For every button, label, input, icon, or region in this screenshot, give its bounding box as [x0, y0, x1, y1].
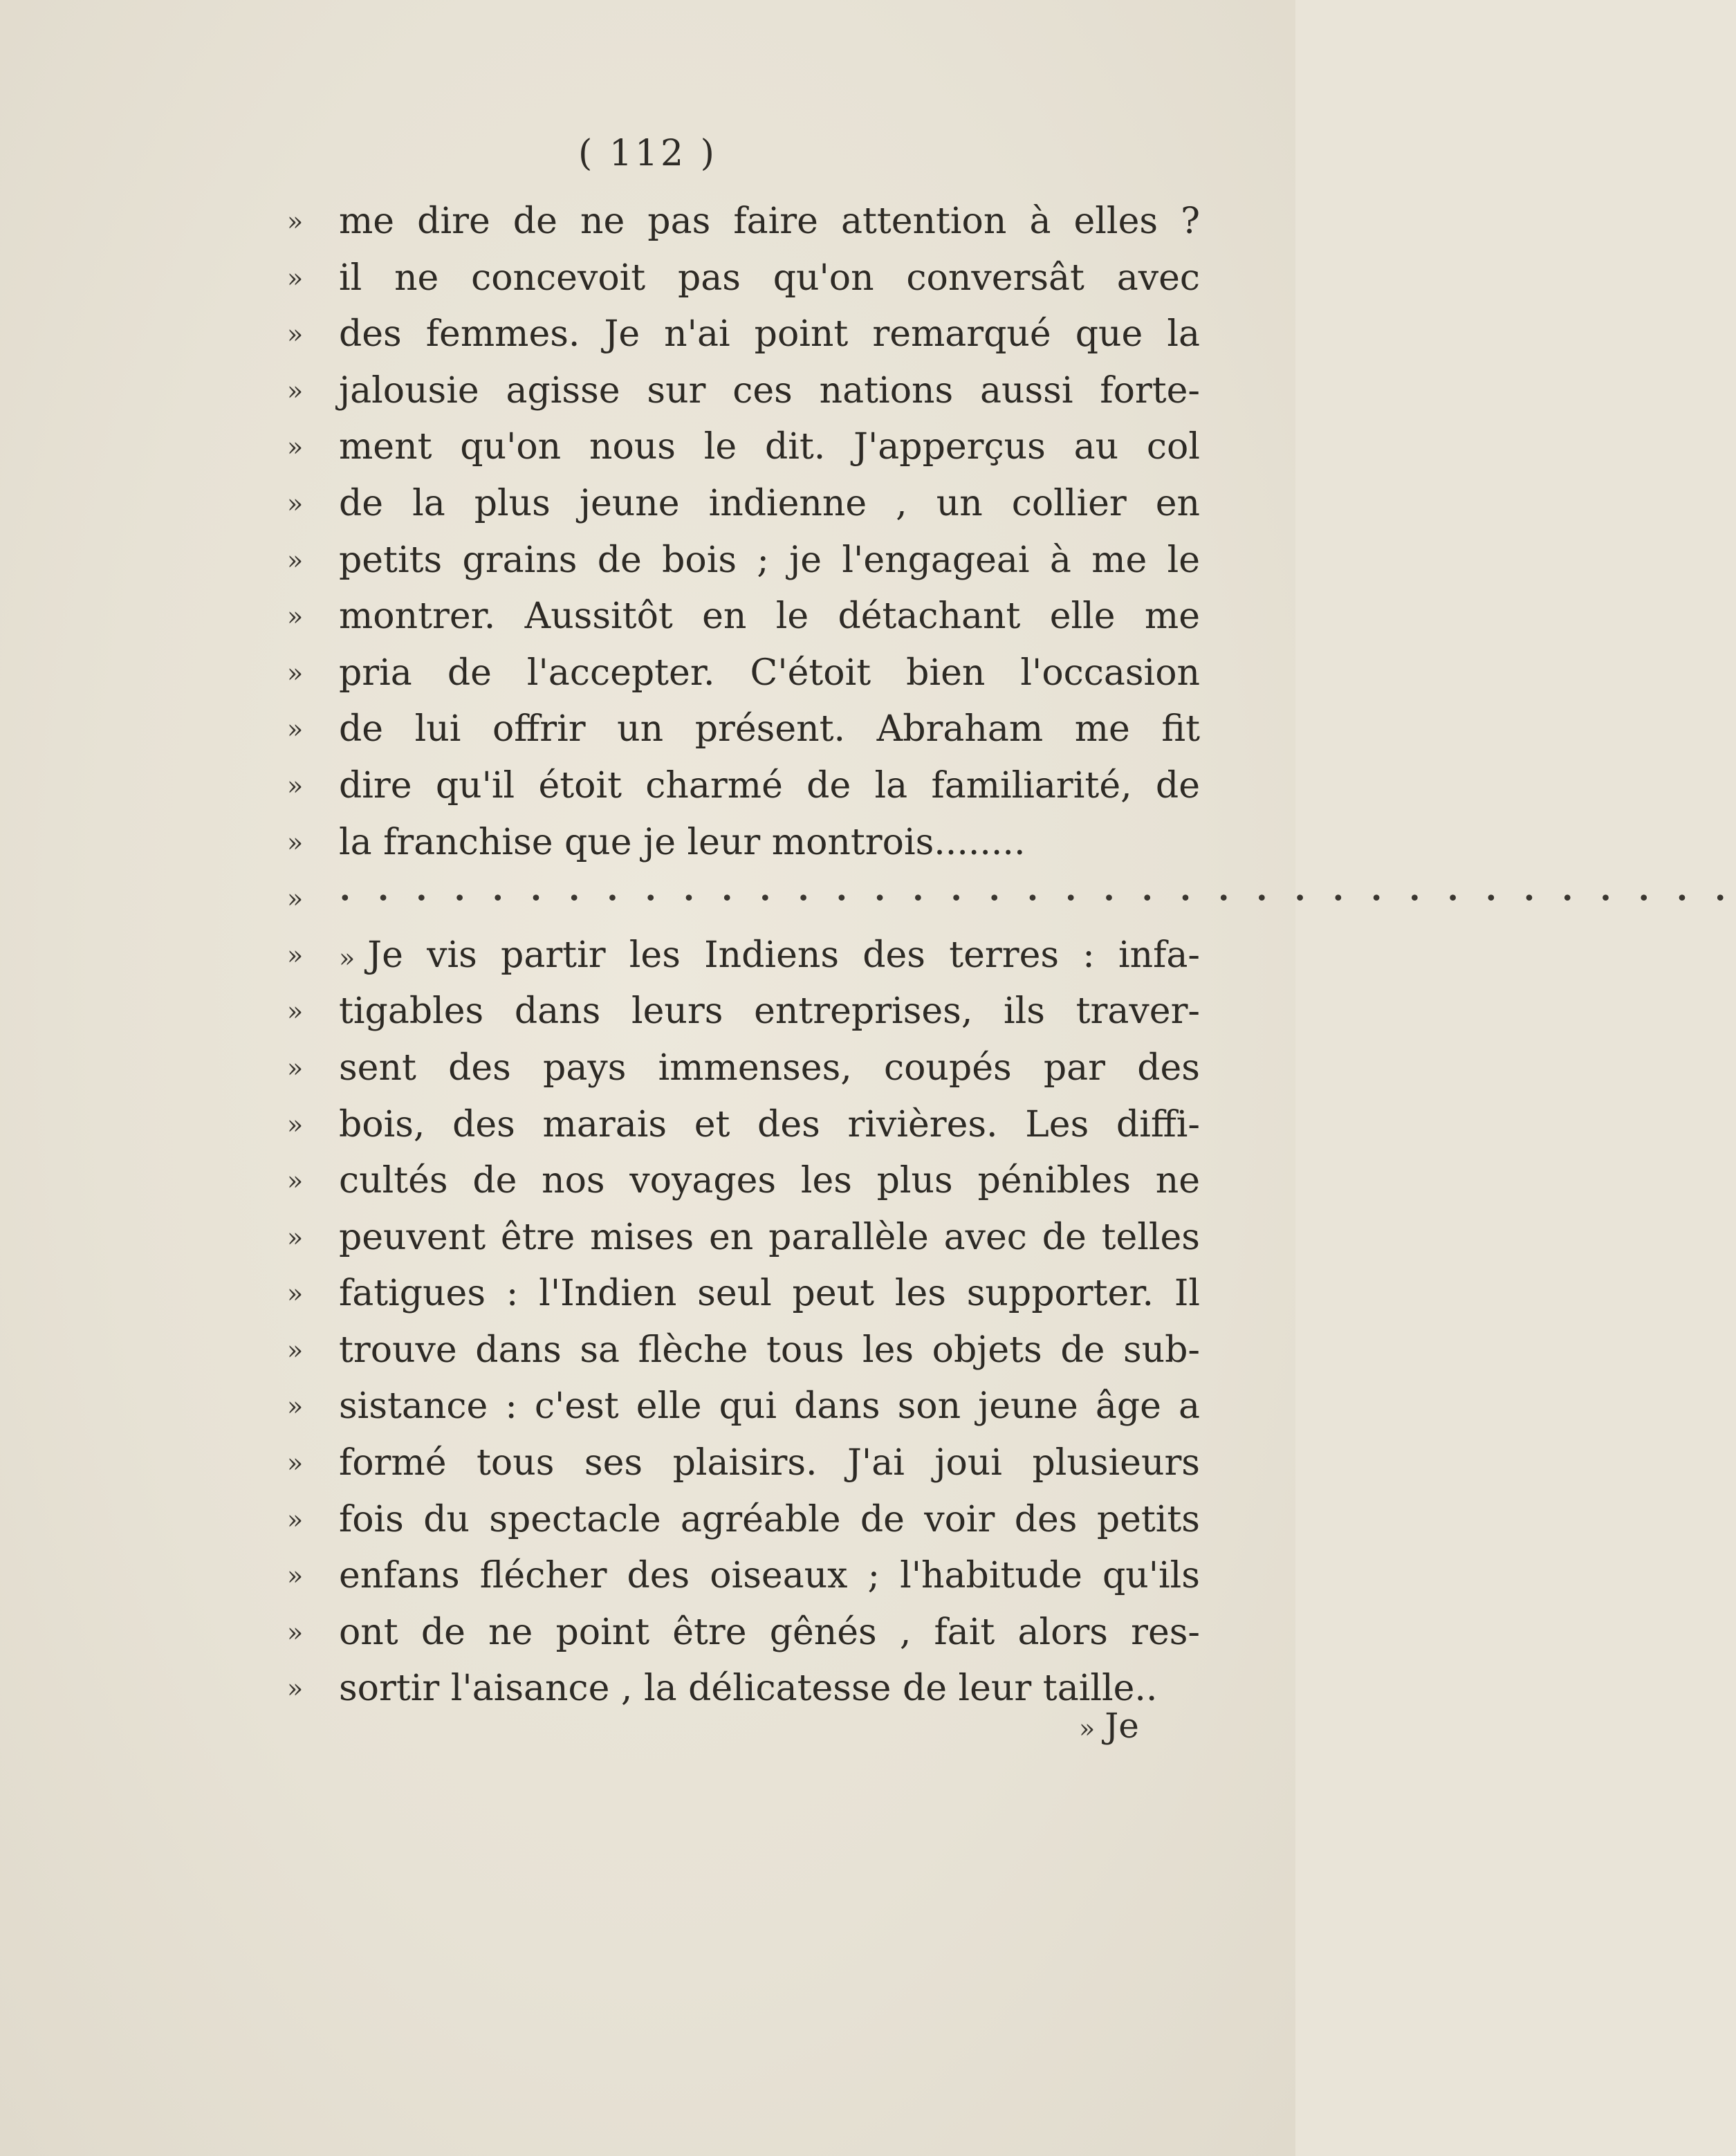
line-text: trouve dans sa flèche tous les objets de sub- [339, 1329, 1200, 1371]
line-text: des femmes. Je n'ai point remarqué que la [339, 313, 1200, 356]
line-text: me dire de ne pas faire attention à elles ? [339, 201, 1200, 242]
margin-quote-mark: » [287, 1278, 304, 1309]
margin-quote-mark: » [287, 827, 304, 858]
catchword-text: Je [1105, 1706, 1139, 1746]
ellipsis-dots-line: • • • • • • • • • • • • • • • • • • • • • • • • • • • • • • • • • • • • • [339, 887, 1736, 912]
text-line [287, 476, 1200, 533]
margin-quote-mark: » [287, 657, 304, 688]
catchword [1079, 1706, 1139, 1746]
line-text: enfans flécher des oiseaux ; l'habitude qu'ils [339, 1555, 1200, 1597]
line-text: montrer. Aussitôt en le détachant elle me [339, 596, 1200, 638]
text-line [287, 871, 1736, 928]
margin-quote-mark: » [287, 1560, 304, 1592]
text-line [287, 419, 1200, 476]
text-line [287, 645, 1200, 702]
margin-quote-mark: » [287, 1673, 304, 1704]
margin-quote-mark: » [287, 1334, 304, 1365]
line-text: ment qu'on nous le dit. J'apperçus au col [339, 426, 1200, 468]
line-text: tigables dans leurs entreprises, ils traver- [339, 991, 1200, 1033]
line-text: pria de l'accepter. C'étoit bien l'occasion [339, 652, 1200, 694]
line-text: sortir l'aisance , la délicatesse de leur taille.. [339, 1668, 1158, 1710]
margin-quote-mark: » [287, 1391, 304, 1422]
line-text: il ne concevoit pas qu'on conversât avec [339, 257, 1200, 299]
margin-quote-mark: » [287, 319, 304, 350]
margin-quote-mark: » [287, 1448, 304, 1479]
text-line [287, 1492, 1200, 1549]
line-text: fatigues : l'Indien seul peut les supporter. Il [339, 1273, 1200, 1315]
line-text: la franchise que je leur montrois........ [339, 821, 1026, 863]
page-number: ( 112 ) [578, 133, 717, 174]
text-line [287, 1040, 1200, 1097]
margin-quote-mark: » [287, 1052, 304, 1083]
margin-quote-mark: » [287, 939, 304, 970]
margin-quote-mark: » [287, 714, 304, 745]
text-line [287, 1661, 1200, 1717]
text-line [287, 1323, 1200, 1379]
line-text: jalousie agisse sur ces nations aussi forte- [339, 369, 1200, 412]
text-line [287, 1605, 1200, 1661]
text-line [287, 363, 1200, 420]
margin-quote-mark: » [287, 996, 304, 1027]
line-text: cultés de nos voyages les plus pénibles ne [339, 1160, 1200, 1202]
margin-quote-mark: » [287, 1222, 304, 1253]
line-text: bois, des marais et des rivières. Les diffi- [339, 1103, 1200, 1145]
text-line [287, 1210, 1200, 1266]
margin-quote-mark: » [287, 601, 304, 632]
line-text: peuvent être mises en parallèle avec de telles [339, 1216, 1200, 1258]
text-line [287, 1266, 1200, 1323]
catchword-quote-mark: » [1079, 1713, 1096, 1744]
line-text-body: Je vis partir les Indiens des terres : infa- [367, 934, 1200, 976]
margin-quote-mark: » [287, 1504, 304, 1535]
line-text: dire qu'il étoit charmé de la familiarité, de [339, 764, 1200, 807]
text-line [287, 984, 1200, 1040]
margin-quote-mark: » [287, 1165, 304, 1197]
text-line [287, 815, 1200, 872]
text-line [287, 701, 1200, 758]
margin-quote-mark: » [287, 544, 304, 575]
text-line [287, 758, 1200, 815]
line-text: de la plus jeune indienne , un collier en [339, 482, 1200, 524]
margin-quote-mark: » [287, 770, 304, 801]
text-line [287, 1097, 1200, 1154]
margin-quote-mark: » [287, 488, 304, 519]
margin-quote-mark: » [287, 375, 304, 406]
line-text: formé tous ses plaisirs. J'ai joui plusieurs [339, 1442, 1200, 1484]
line-text: fois du spectacle agréable de voir des petits [339, 1498, 1200, 1540]
line-text: petits grains de bois ; je l'engageai à me le [339, 539, 1200, 581]
text-line [287, 1153, 1200, 1210]
line-text: sistance : c'est elle qui dans son jeune âge a [339, 1385, 1200, 1428]
text-line [287, 1548, 1200, 1605]
margin-quote-mark: » [287, 432, 304, 463]
margin-quote-mark: » [287, 1616, 304, 1648]
text-line [287, 1435, 1200, 1492]
text-line [287, 194, 1200, 250]
text-block [287, 194, 1736, 1717]
margin-quote-mark: » [287, 262, 304, 293]
text-line [287, 250, 1200, 307]
line-text: de lui offrir un présent. Abraham me fit [339, 708, 1200, 750]
text-line [287, 533, 1200, 589]
margin-quote-mark: » [287, 206, 304, 237]
margin-quote-mark: » [287, 1109, 304, 1140]
line-text [339, 928, 1200, 987]
margin-quote-mark: » [287, 883, 304, 914]
line-text: ont de ne point être gênés , fait alors res- [339, 1611, 1200, 1653]
text-line [287, 1379, 1200, 1435]
inline-quote-mark: » [339, 942, 355, 973]
line-text: sent des pays immenses, coupés par des [339, 1047, 1200, 1089]
text-line [287, 306, 1200, 363]
text-line [287, 928, 1200, 984]
text-line [287, 589, 1200, 645]
